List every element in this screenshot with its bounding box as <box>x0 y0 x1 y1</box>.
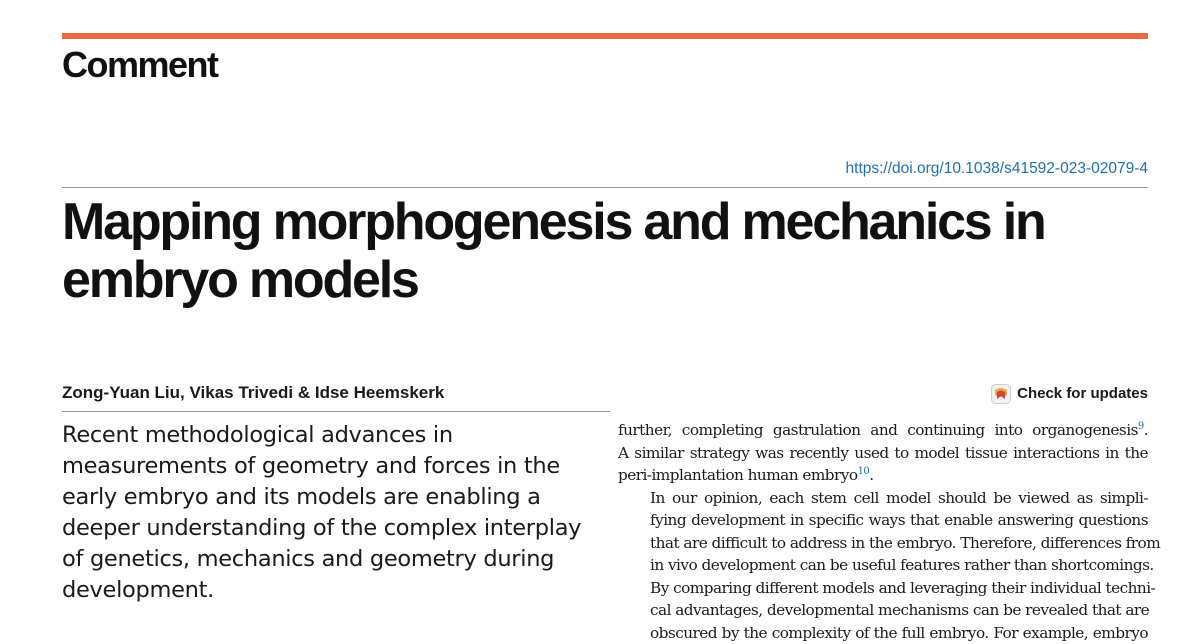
body-paragraph <box>618 487 1148 644</box>
body-text-column <box>618 419 1148 644</box>
body-line: that are difficult to address in the embryo. Therefore, differences from <box>618 532 1148 555</box>
check-for-updates-label: Check for updates <box>1017 383 1148 405</box>
body-text: further, completing gastrulation and continuing into organogenesis <box>618 421 1138 439</box>
section-accent-rule <box>62 33 1148 39</box>
doi-divider <box>62 187 1148 188</box>
body-text: peri-implantation human embryo <box>618 466 858 484</box>
body-line: in vivo development can be useful features rather than shortcomings. <box>618 554 1148 577</box>
author-divider <box>62 411 610 412</box>
article-title: Mapping morphogenesis and mechanics in embryo models <box>62 193 1148 309</box>
body-text: . <box>1144 421 1148 439</box>
body-line: A similar strategy was recently used to model tissue interactions in the <box>618 442 1148 465</box>
body-line: By comparing different models and leveraging their individual techni- <box>618 577 1148 600</box>
check-for-updates-button[interactable] <box>991 383 1148 405</box>
body-paragraph <box>618 419 1148 487</box>
body-line <box>618 419 1148 442</box>
check-for-updates-icon <box>991 384 1011 404</box>
author-list: Zong-Yuan Liu, Vikas Trivedi & Idse Heemskerk <box>62 381 444 405</box>
section-label: Comment <box>62 42 218 88</box>
reference-link[interactable]: 9 <box>1138 421 1144 432</box>
body-text: . <box>869 466 873 484</box>
body-line: obscured by the complexity of the full embryo. For example, embryo <box>618 622 1148 644</box>
body-line: In our opinion, each stem cell model should be viewed as simpli- <box>618 487 1148 510</box>
reference-link[interactable]: 10 <box>858 466 870 477</box>
body-line: cal advantages, developmental mechanisms can be revealed that are <box>618 599 1148 622</box>
doi-link[interactable]: https://doi.org/10.1038/s41592-023-02079-4 <box>846 158 1148 180</box>
standfirst: Recent methodological advances in measurements of geometry and forces in the early embryo and its models are enabling a deeper understanding of the complex interplay of genetics, mechanics and geometry during development. <box>62 420 602 606</box>
body-line: fying development in specific ways that enable answering questions <box>618 509 1148 532</box>
body-line <box>618 464 1148 487</box>
